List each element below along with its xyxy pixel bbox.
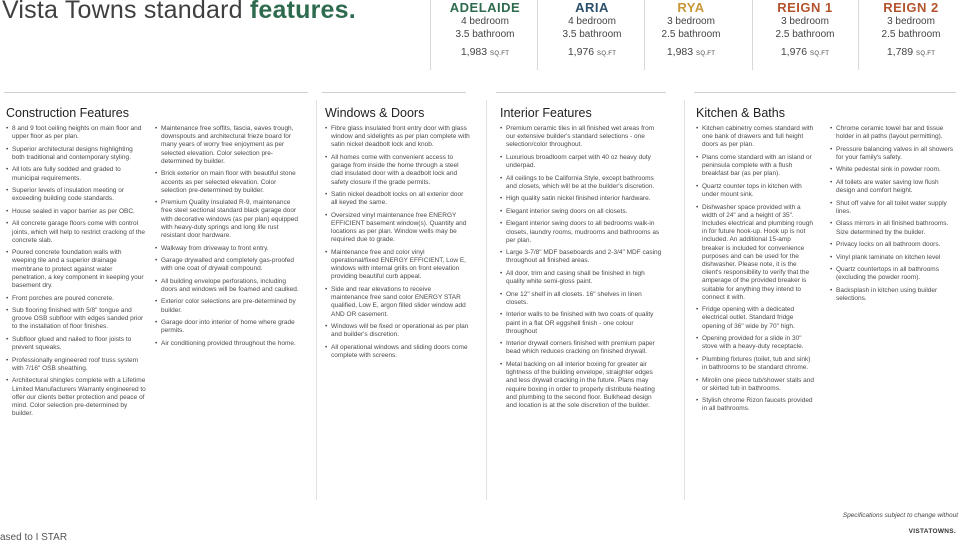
list-item: • Backsplash in kitchen using builder selections. bbox=[830, 287, 958, 303]
construction-features-list bbox=[6, 125, 146, 423]
list-item: • All concrete garage floors come with control joints, which will help to restrict cracking of the concrete slab. bbox=[6, 220, 146, 245]
list-item: • Front porches are poured concrete. bbox=[6, 295, 146, 303]
model-sqft-unit: SQ.FT bbox=[490, 51, 510, 57]
model-bedrooms: 3 bedroom bbox=[667, 16, 715, 27]
model-sqft-unit: SQ.FT bbox=[597, 51, 617, 57]
list-item: • Chrome ceramic towel bar and tissue holder in all paths (layout permitting). bbox=[830, 125, 958, 141]
list-item: • Luxurious broadloom carpet with 40 oz heavy duty underpad. bbox=[500, 154, 662, 170]
model-name: REIGN 1 bbox=[777, 0, 833, 15]
model-bathrooms: 2.5 bathroom bbox=[661, 29, 721, 40]
list-item: • Plans come standard with an island or peninsula complete with a flush breakfast bar (as per plan). bbox=[696, 154, 814, 179]
footer-text-fragment: ased to I STAR bbox=[0, 532, 68, 543]
list-item: • Metal backing on all interior boxing for greater air tightness of the building envelope, straighter edges and less drywall cracking in the future. Plans may require boxing in order to properly distribute heating and plumbing to the second floor. Bulkhead design and location is at the sole discretion of the builder. bbox=[500, 361, 662, 410]
list-item: • One 12" shelf in all closets. 16" shelves in linen closets. bbox=[500, 291, 662, 307]
list-item: • House sealed in vapor barrier as per OBC. bbox=[6, 208, 146, 216]
interior-features-list bbox=[500, 125, 662, 414]
list-item: • Dishwasher space provided with a width of 24" and a height of 35". Includes electrical and plumbing rough in for future hook-up. Hook up is not included. An additional 15-amp breaker is included for convenience purposes and can be used for the dishwasher. Please note, it is the client's responsibility to verify that the amperage of the provided breaker is suitable for anything they intend to connect it with. bbox=[696, 204, 814, 302]
list-item: • 8 and 9 foot ceiling heights on main floor and upper floor as per plan. bbox=[6, 125, 146, 141]
model-bedrooms: 4 bedroom bbox=[568, 16, 616, 27]
model-card-adelaide bbox=[436, 0, 534, 70]
list-item: • All operational windows and sliding doors come complete with screens. bbox=[325, 344, 470, 360]
model-bedrooms: 3 bedroom bbox=[781, 16, 829, 27]
model-bathrooms: 3.5 bathroom bbox=[455, 29, 515, 40]
list-item: • High quality satin nickel finished interior hardware. bbox=[500, 195, 662, 203]
model-sqft bbox=[862, 46, 960, 58]
list-item: • All ceilings to be California Style, except bathrooms and closets, which will be at the builder's discretion. bbox=[500, 175, 662, 191]
model-bedrooms: 3 bedroom bbox=[887, 16, 935, 27]
windows-doors-list bbox=[325, 125, 470, 364]
model-bathrooms: 3.5 bathroom bbox=[562, 29, 622, 40]
page-title bbox=[2, 0, 356, 25]
model-card-reign-2 bbox=[862, 0, 960, 70]
column-divider bbox=[316, 100, 317, 500]
construction-features-list-continued bbox=[155, 125, 300, 352]
list-item: • Premium ceramic tiles in all finished wet areas from our extensive builder's standard selections - one selection/color throughout. bbox=[500, 125, 662, 150]
list-item: • Elegant interior swing doors to all bedrooms walk-in closets, laundry rooms, mudrooms and bathrooms as per plan. bbox=[500, 220, 662, 245]
model-sqft-value: 1,976 bbox=[780, 46, 808, 58]
list-item: • Opening provided for a slide in 30" stove with a heavy-duty receptacle. bbox=[696, 335, 814, 351]
model-sqft-unit: SQ.FT bbox=[696, 51, 716, 57]
list-item: • Premium Quality Insulated R-9, maintenance free steel sectional standard black garage door with decorative windows (as per plan) equipped with heavy-duty springs and long life rust resistant door hardware. bbox=[155, 199, 300, 240]
page-title-highlight: features. bbox=[249, 0, 356, 24]
list-item: • All building envelope perforations, including doors and windows will be foamed and caulked. bbox=[155, 278, 300, 294]
model-bathrooms: 2.5 bathroom bbox=[775, 29, 835, 40]
list-item: • Subfloor glued and nailed to floor joists to prevent squeaks. bbox=[6, 336, 146, 352]
list-item: • Quartz counter tops in kitchen with under mount sink. bbox=[696, 183, 814, 199]
model-sqft bbox=[756, 46, 854, 58]
model-name: REIGN 2 bbox=[883, 0, 939, 15]
section-rule bbox=[322, 92, 466, 93]
section-title-kitchen: Kitchen & Baths bbox=[696, 106, 785, 120]
list-item: • Windows will be fixed or operational as per plan and builder's discretion. bbox=[325, 323, 470, 339]
model-name: ADELAIDE bbox=[449, 0, 521, 15]
specifications-note: Specifications subject to change without bbox=[842, 512, 958, 519]
list-item: • Kitchen cabinetry comes standard with one bank of drawers and full height doors as per plan. bbox=[696, 125, 814, 150]
section-rule bbox=[4, 92, 308, 93]
list-item: • Elegant interior swing doors on all closets. bbox=[500, 208, 662, 216]
model-card-rya bbox=[642, 0, 740, 70]
model-divider bbox=[537, 0, 538, 70]
model-sqft bbox=[543, 46, 641, 58]
list-item: • Walkway from driveway to front entry. bbox=[155, 245, 300, 253]
list-item: • Maintenance free and color vinyl operational/fixed ENERGY EFFICIENT, Low E, windows with internal grills on front elevation providing beautiful curb appeal. bbox=[325, 249, 470, 282]
column-divider bbox=[684, 100, 685, 500]
list-item: • All toilets are water saving low flush design and comfort height. bbox=[830, 179, 958, 195]
list-item: • Glass mirrors in all finished bathrooms. Size determined by the builder. bbox=[830, 220, 958, 236]
kitchen-baths-list bbox=[696, 125, 814, 418]
brand-logo-text: VISTATOWNS. bbox=[908, 528, 956, 535]
list-item: • Shut off valve for all toilet water supply lines. bbox=[830, 200, 958, 216]
section-rule bbox=[694, 92, 956, 93]
list-item: • Fridge opening with a dedicated electrical outlet. Standard fridge opening of 36" wide by 70" high. bbox=[696, 306, 814, 331]
list-item: • Oversized vinyl maintenance free ENERGY EFFICIENT basement window(s). Quantity and locations as per plan. Window wells may be required due to grade. bbox=[325, 212, 470, 245]
section-title-construction: Construction Features bbox=[6, 106, 129, 120]
model-divider bbox=[430, 0, 431, 70]
list-item: • Air conditioning provided throughout the home. bbox=[155, 340, 300, 348]
list-item: • Brick exterior on main floor with beautiful stone accents as per selected elevation. Color selection pre-determined by builder. bbox=[155, 170, 300, 195]
model-sqft-value: 1,789 bbox=[886, 46, 914, 58]
list-item: • Sub flooring finished with 5/8" tongue and groove OSB subfloor with edges sanded prior to the installation of floor finishes. bbox=[6, 307, 146, 332]
list-item: • Pressure balancing valves in all showers for your family's safety. bbox=[830, 146, 958, 162]
section-title-interior: Interior Features bbox=[500, 106, 592, 120]
model-card-reign-1 bbox=[756, 0, 854, 70]
model-divider bbox=[752, 0, 753, 70]
model-sqft-unit: SQ.FT bbox=[916, 51, 936, 57]
model-sqft-value: 1,983 bbox=[460, 46, 488, 58]
list-item: • White pedestal sink in powder room. bbox=[830, 166, 958, 174]
model-card-aria bbox=[543, 0, 641, 70]
list-item: • Vinyl plank laminate on kitchen level bbox=[830, 254, 958, 262]
list-item: • Satin nickel deadbolt locks on all exterior door all keyed the same. bbox=[325, 191, 470, 207]
list-item: • Garage door into interior of home where grade permits. bbox=[155, 319, 300, 335]
list-item: • Superior architectural designs highlighting both traditional and contemporary styling. bbox=[6, 146, 146, 162]
page-title-prefix: Vista Towns standard bbox=[2, 0, 250, 24]
list-item: • Architectural shingles complete with a Lifetime Limited Manufacturers Warranty engineered to offer our clients better protection and peace of mind. Color selection pre-determined by builder. bbox=[6, 377, 146, 418]
list-item: • Poured concrete foundation walls with weeping tile and a superior drainage membrane to protect against water penetration, a key component in keeping your basement dry. bbox=[6, 249, 146, 290]
list-item: • All homes come with convenient access to garage from inside the home through a steel clad insulated door with a deadbolt lock and safety closure if the grade permits. bbox=[325, 154, 470, 187]
list-item: • Mirolin one piece tub/shower stalls and or skirted tub in bathrooms. bbox=[696, 377, 814, 393]
list-item: • Interior walls to be finished with two coats of quality paint in a flat OR eggshell finish - one colour throughout bbox=[500, 311, 662, 336]
kitchen-baths-list-continued bbox=[830, 125, 958, 307]
model-sqft-value: 1,983 bbox=[666, 46, 694, 58]
list-item: • Exterior color selections are pre-determined by builder. bbox=[155, 298, 300, 314]
list-item: • Large 3-7/8" MDF baseboards and 2-3/4" MDF casing throughout all finished areas. bbox=[500, 249, 662, 265]
model-bedrooms: 4 bedroom bbox=[461, 16, 509, 27]
model-name: ARIA bbox=[575, 0, 609, 15]
model-sqft-value: 1,976 bbox=[567, 46, 595, 58]
list-item: • All door, trim and casing shall be finished in high quality white semi-gloss paint. bbox=[500, 270, 662, 286]
model-bathrooms: 2.5 bathroom bbox=[881, 29, 941, 40]
list-item: • Stylish chrome Rizon faucets provided in all bathrooms. bbox=[696, 397, 814, 413]
list-item: • Superior levels of insulation meeting or exceeding building code standards. bbox=[6, 187, 146, 203]
model-sqft bbox=[642, 46, 740, 58]
list-item: • Quartz countertops in all bathrooms (excluding the powder room). bbox=[830, 266, 958, 282]
model-name: RYA bbox=[677, 0, 705, 15]
list-item: • Interior drywall corners finished with premium paper bead which reduces cracking on finished drywall. bbox=[500, 340, 662, 356]
model-sqft-unit: SQ.FT bbox=[810, 51, 830, 57]
list-item: • Maintenance free soffits, fascia, eaves trough, downspouts and architectural frieze board for many years of worry free enjoyment as per selected elevation. Color selection pre-determined by builder. bbox=[155, 125, 300, 166]
list-item: • Professionally engineered roof truss system with 7/16" OSB sheathing. bbox=[6, 357, 146, 373]
list-item: • Garage drywalled and completely gas-proofed with one coat of drywall compound. bbox=[155, 257, 300, 273]
list-item: • Side and rear elevations to receive maintenance free sand color ENERGY STAR qualified, Low E, argon filled slider window add AND OR casement. bbox=[325, 286, 470, 319]
list-item: • All lots are fully sodded and graded to municipal requirements. bbox=[6, 166, 146, 182]
section-title-windows: Windows & Doors bbox=[325, 106, 425, 120]
model-divider bbox=[858, 0, 859, 70]
section-rule bbox=[496, 92, 666, 93]
column-divider bbox=[486, 100, 487, 500]
list-item: • Plumbing fixtures (toilet, tub and sink) in bathrooms to be standard chrome. bbox=[696, 356, 814, 372]
list-item: • Privacy locks on all bathroom doors. bbox=[830, 241, 958, 249]
model-sqft bbox=[436, 46, 534, 58]
list-item: • Fibre glass insulated front entry door with glass window and sidelights as per plan complete with satin nickel deadbolt lock and knob. bbox=[325, 125, 470, 150]
